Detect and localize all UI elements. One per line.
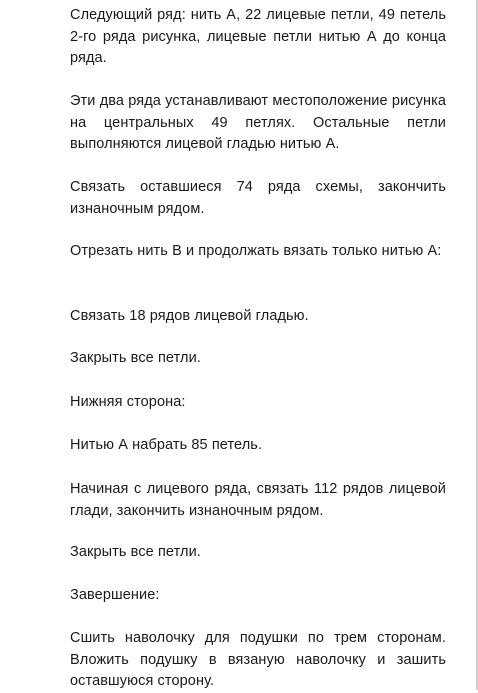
- paragraph-pattern-placement: Эти два ряда устанавливают местоположение рисунка на центральных 49 петлях. Остальные петли выполняются лицевой гладью нитью А.: [70, 93, 446, 152]
- paragraph-bind-off-2: Закрыть все петли.: [70, 544, 201, 560]
- paragraph-bind-off-1: Закрыть все петли.: [70, 350, 201, 366]
- paragraph-cut-yarn: Отрезать нить В и продолжать вязать только нитью А:: [70, 243, 442, 259]
- paragraph-remaining-rows: Связать оставшиеся 74 ряда схемы, закончить изнаночным рядом.: [70, 179, 446, 217]
- heading-finishing: Завершение:: [70, 587, 160, 603]
- paragraph-knit-18-rows: Связать 18 рядов лицевой гладью.: [70, 308, 309, 324]
- paragraph-cast-on: Нитью А набрать 85 петель.: [70, 437, 263, 453]
- heading-bottom-side: Нижняя сторона:: [70, 394, 186, 410]
- paragraph-next-row: Следующий ряд: нить А, 22 лицевые петли, 49 петель 2-го ряда рисунка, лицевые петли нитью А до конца ряда.: [70, 7, 446, 66]
- paragraph-sew-cover: Сшить наволочку для подушки по трем сторонам. Вложить подушку в вязаную наволочку и зашить оставшуюся сторону.: [70, 630, 446, 689]
- paragraph-knit-112-rows: Начиная с лицевого ряда, связать 112 рядов лицевой глади, закончить изнаночным рядом.: [70, 481, 446, 519]
